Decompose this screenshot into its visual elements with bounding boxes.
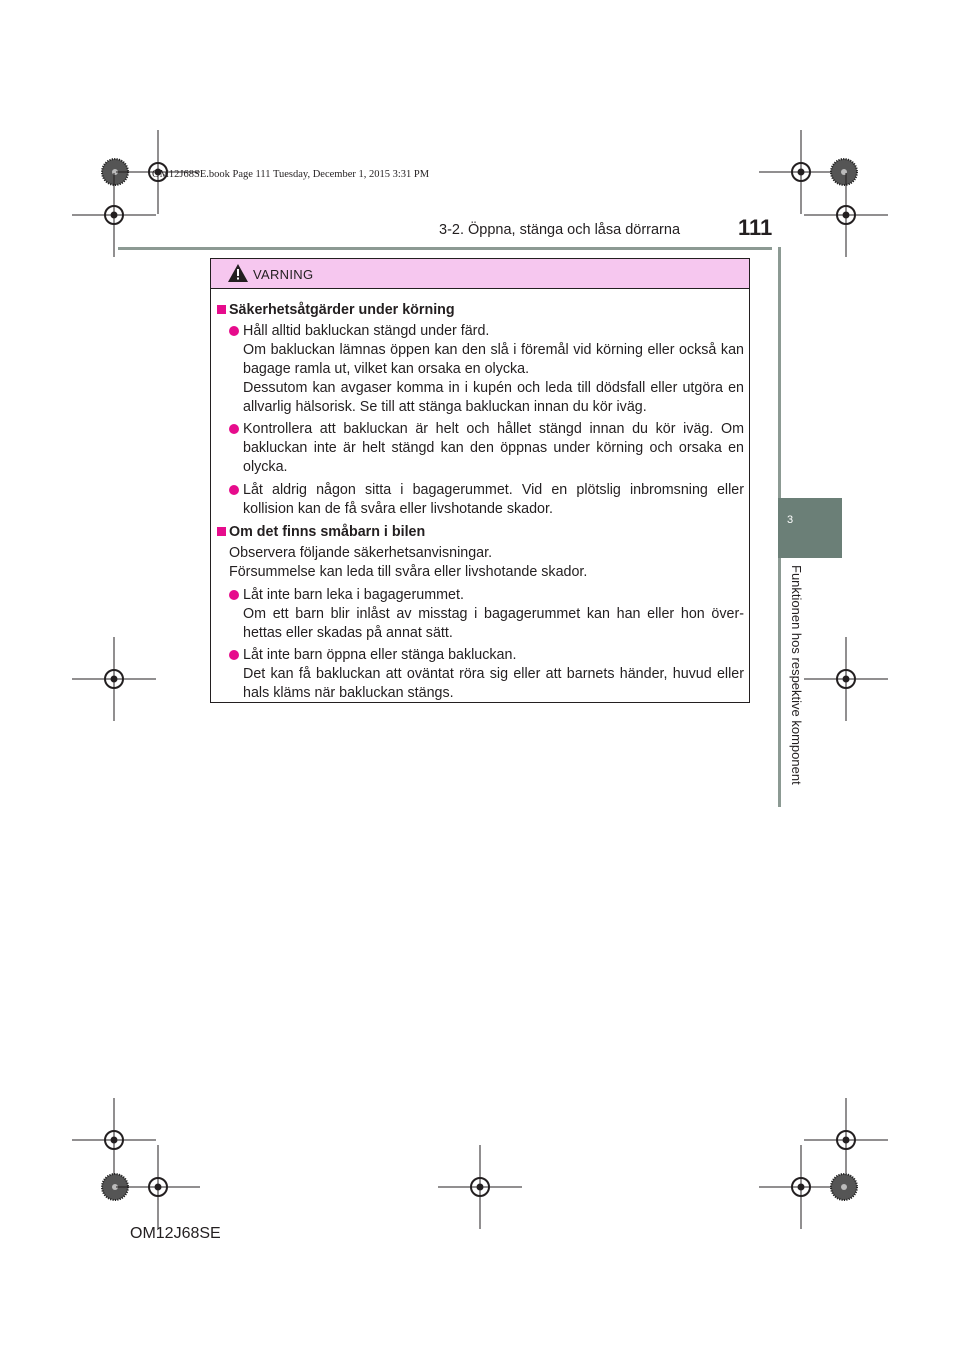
item-line: Låt aldrig någon sitta i bagagerummet. Vid en plötslig inbromsning eller kollision kan de få svåra eller livshotande skador. (243, 482, 744, 518)
warning-header (211, 259, 749, 289)
warning-section-title (217, 523, 744, 542)
warning-label: VARNING (253, 267, 314, 282)
footer-code: OM12J68SE (130, 1225, 221, 1242)
item-line: Kontrollera att bakluckan är helt och hållet stängd innan du kör iväg. Om bakluckan inte är helt stängd kan den öppnas under körning och orsaka en olycka. (243, 421, 744, 476)
item-line: Håll alltid bakluckan stängd under färd. (243, 322, 490, 339)
round-bullet-icon (229, 485, 239, 495)
section-title: 3-2. Öppna, stänga och låsa dörrarna (439, 222, 681, 238)
warning-list-item (217, 646, 744, 703)
section-title-text: Om det finns småbarn i bilen (229, 523, 426, 540)
round-bullet-icon (229, 590, 239, 600)
warning-content (217, 301, 744, 707)
square-bullet-icon (217, 527, 226, 536)
warning-list-item (217, 420, 744, 477)
chapter-label (788, 565, 808, 825)
section-title-text: Säkerhetsåtgärder under körning (229, 302, 455, 318)
square-bullet-icon (217, 305, 226, 314)
chapter-number: 3 (787, 514, 794, 526)
round-bullet-icon (229, 650, 239, 660)
chapter-tab (778, 498, 842, 558)
warning-box (210, 258, 750, 703)
warning-list-item (217, 481, 744, 519)
chapter-label-text: Funktionen hos respektive komponent (789, 565, 804, 785)
round-bullet-icon (229, 424, 239, 434)
book-info-line: OM12J68SE.book Page 111 Tuesday, December 1, 2015 3:31 PM (152, 169, 430, 180)
intro-line: Försummelse kan leda till svåra eller livshotande skador. (229, 563, 588, 580)
warning-list-item (217, 322, 744, 417)
warning-section-title (217, 301, 744, 320)
item-line: Låt inte barn öppna eller stänga bakluckan. (243, 647, 517, 664)
item-line: Dessutom kan avgaser komma in i kupén och leda till dödsfall eller utgöra en allvarlig hälsorisk. Se till att stänga bakluckan innan du kör iväg. (243, 379, 744, 415)
round-bullet-icon (229, 326, 239, 336)
intro-line: Observera följande säkerhetsanvisningar. (229, 544, 493, 561)
warning-list-item (217, 586, 744, 643)
item-line: Om bakluckan lämnas öppen kan den slå i föremål vid körning eller också kan bagage ramla ut, vilket kan orsaka en olycka. (243, 341, 744, 377)
header-rule (118, 247, 772, 250)
warning-triangle-icon (228, 264, 248, 282)
item-line: Det kan få bakluckan att oväntat röra sig eller att barnets händer, huvud eller hals kläms när bakluckan stängs. (243, 666, 744, 702)
item-line: Om ett barn blir inlåst av misstag i bagagerummet kan han eller hon över-hettas eller skadas på annat sätt. (243, 605, 744, 641)
page-number: 111 (738, 215, 773, 240)
item-line: Låt inte barn leka i bagagerummet. (243, 586, 464, 603)
